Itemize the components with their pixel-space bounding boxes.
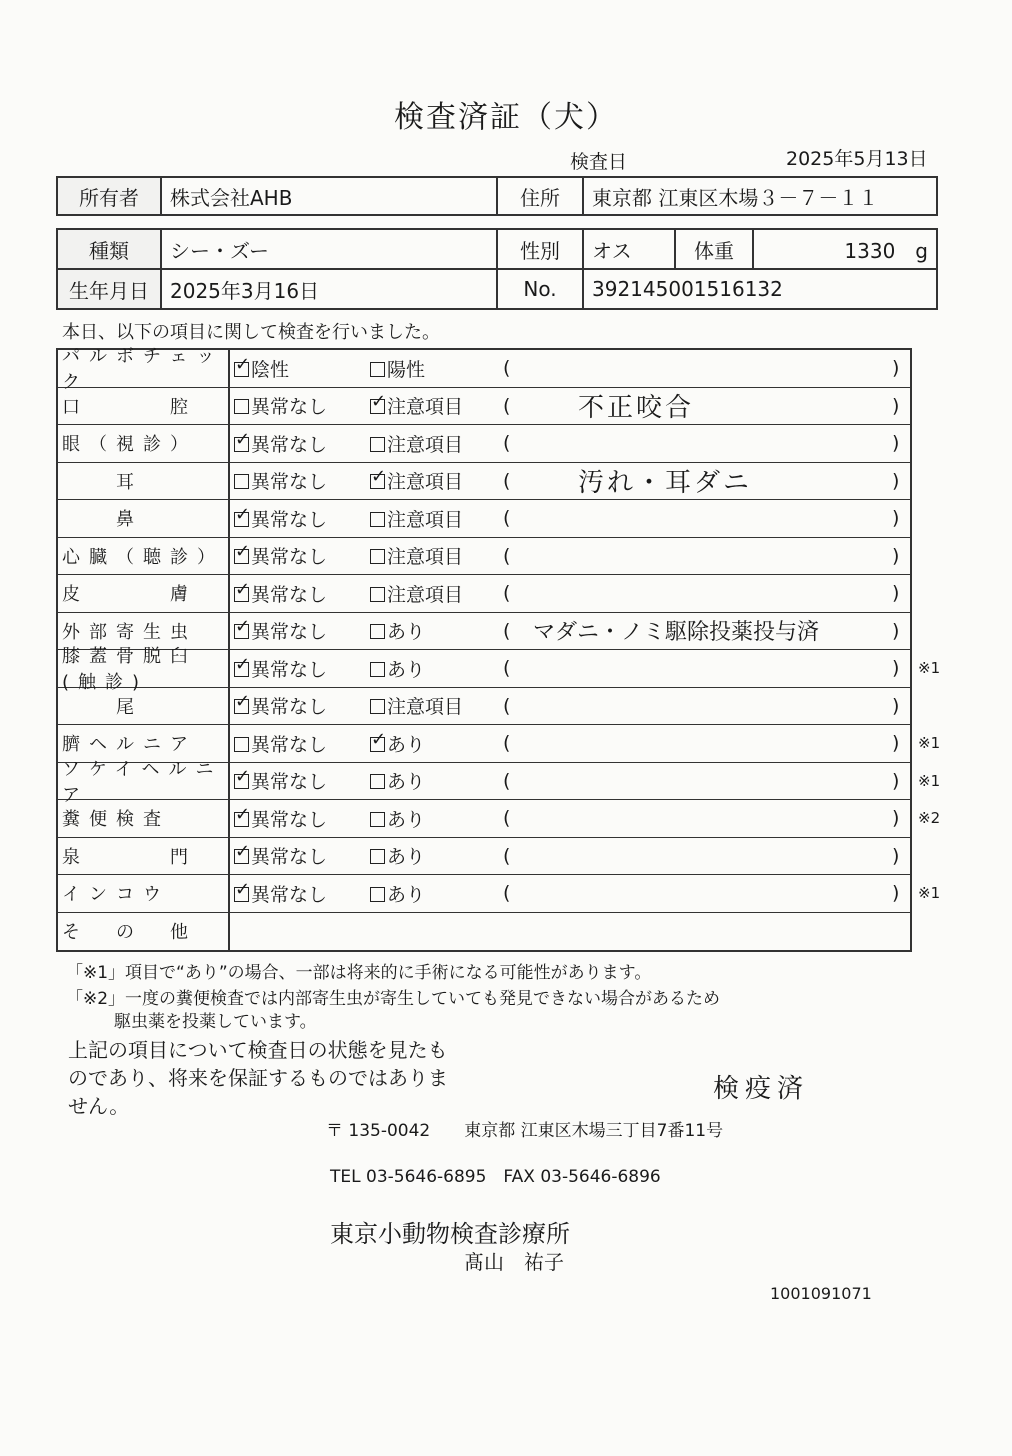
option-flag: [370, 500, 463, 537]
option-normal: [234, 425, 327, 462]
inspection-date: 2025年5月13日: [786, 148, 928, 170]
option-normal: [234, 575, 327, 612]
inspection-row: [58, 388, 912, 426]
owner-value: 株式会社AHB: [161, 177, 497, 215]
checkbox-icon[interactable]: [234, 549, 249, 564]
checkbox-icon[interactable]: [234, 587, 249, 602]
item-name: 皮 膚: [62, 584, 197, 606]
open-paren: (: [503, 394, 511, 417]
checkbox-icon[interactable]: [370, 849, 385, 864]
option-label: 異常なし: [251, 583, 328, 606]
weight-unit: g: [915, 238, 928, 263]
option-label: 注意項目: [387, 471, 464, 494]
option-label: 異常なし: [251, 771, 328, 794]
option-label: 異常なし: [251, 621, 328, 644]
close-paren: ): [892, 694, 900, 717]
option-flag: [370, 688, 463, 725]
open-paren: (: [503, 657, 511, 680]
footnote-1: 「※1」項目で“あり”の場合、一部は将来的に手術になる可能性があります。: [66, 963, 652, 983]
sex-value: オス: [583, 229, 675, 269]
column-divider: [228, 688, 230, 725]
close-paren: ): [892, 469, 900, 492]
checkbox-icon[interactable]: [234, 399, 249, 414]
option-flag: [370, 875, 425, 912]
inspection-row: [58, 538, 912, 576]
footnote-mark: ※1: [918, 884, 941, 903]
open-paren: (: [503, 844, 511, 867]
weight-value: 1330: [844, 238, 896, 263]
option-flag: [370, 388, 463, 425]
close-paren: ): [892, 882, 900, 905]
checkbox-icon[interactable]: [234, 849, 249, 864]
option-label: 異常なし: [251, 546, 328, 569]
inspection-row: [58, 646, 941, 694]
row-right-border: [910, 725, 912, 762]
inspection-grid: [56, 346, 941, 952]
inspection-row: [58, 800, 941, 838]
row-right-border: [910, 463, 912, 500]
item-name: インコウ: [62, 884, 170, 906]
item-name: ソケイヘルニア: [62, 758, 223, 806]
option-label: あり: [387, 883, 426, 906]
checkbox-icon[interactable]: [234, 662, 249, 677]
item-name: 膝蓋骨脱臼(触診): [62, 646, 197, 694]
open-paren: (: [503, 807, 511, 830]
open-paren: (: [503, 544, 511, 567]
row-right-border: [910, 425, 912, 462]
row-right-border: [910, 650, 912, 687]
owner-label: 所有者: [57, 177, 161, 215]
option-flag: [370, 350, 425, 387]
checkbox-icon[interactable]: [370, 774, 385, 789]
open-paren: (: [503, 582, 511, 605]
option-label: 異常なし: [251, 658, 328, 681]
checkbox-icon[interactable]: [234, 699, 249, 714]
checkbox-icon[interactable]: [370, 512, 385, 527]
close-paren: ): [892, 582, 900, 605]
close-paren: ): [892, 544, 900, 567]
option-normal: [234, 838, 327, 875]
row-right-border: [910, 838, 912, 875]
column-divider: [228, 875, 230, 912]
item-name: 泉 門: [62, 846, 197, 868]
breed-value: シー・ズー: [161, 229, 497, 269]
footnote-mark: ※2: [918, 809, 941, 828]
option-flag: [370, 575, 463, 612]
row-right-border: [910, 613, 912, 650]
inspection-row: [58, 913, 912, 950]
document-title: 検査済証（犬）: [394, 100, 618, 135]
item-name: 糞便検査: [62, 809, 170, 831]
option-normal: [234, 463, 327, 500]
clinic-phone: TEL 03-5646-6895 FAX 03-5646-6896: [330, 1167, 661, 1187]
checkbox-icon[interactable]: [370, 699, 385, 714]
item-name: 臍ヘルニア: [62, 734, 197, 756]
address-value: 東京都 江東区木場３－７－１１: [583, 177, 937, 215]
column-divider: [228, 350, 230, 387]
column-divider: [228, 538, 230, 575]
item-name: 耳: [62, 471, 143, 493]
open-paren: (: [503, 769, 511, 792]
inspection-row: [58, 575, 912, 613]
open-paren: (: [503, 732, 511, 755]
column-divider: [228, 913, 230, 950]
checkbox-icon[interactable]: [370, 737, 385, 752]
option-flag: [370, 538, 463, 575]
column-divider: [228, 575, 230, 612]
owner-table: [56, 176, 938, 216]
option-normal: [234, 538, 327, 575]
checkbox-icon[interactable]: [370, 887, 385, 902]
open-paren: (: [503, 469, 511, 492]
checkbox-icon[interactable]: [234, 624, 249, 639]
address-label: 住所: [497, 177, 583, 215]
option-flag: [370, 763, 425, 800]
item-name: 鼻: [62, 509, 143, 531]
row-right-border: [910, 388, 912, 425]
column-divider: [228, 650, 230, 687]
option-label: 異常なし: [251, 471, 328, 494]
column-divider: [228, 613, 230, 650]
footnote-2-line2: 駆虫薬を投薬しています。: [114, 1012, 317, 1032]
birthdate-label: 生年月日: [57, 269, 161, 309]
column-divider: [228, 425, 230, 462]
item-note: マダニ・ノミ駆除投薬投与済: [533, 620, 820, 646]
checkbox-icon[interactable]: [370, 812, 385, 827]
row-right-border: [910, 575, 912, 612]
close-paren: ): [892, 432, 900, 455]
close-paren: ): [892, 507, 900, 530]
row-right-border: [910, 875, 912, 912]
birthdate-value: 2025年3月16日: [161, 269, 497, 309]
option-normal: [234, 688, 327, 725]
inspection-row: [58, 838, 912, 876]
inspection-row: [58, 500, 912, 538]
close-paren: ): [892, 769, 900, 792]
checkbox-icon[interactable]: [234, 474, 249, 489]
open-paren: (: [503, 357, 511, 380]
item-name: 眼（視診）: [62, 434, 197, 456]
veterinarian-name: 髙山 祐子: [464, 1250, 564, 1274]
checkbox-icon[interactable]: [234, 812, 249, 827]
checkbox-icon[interactable]: [234, 737, 249, 752]
item-name: そ の 他: [62, 922, 197, 943]
option-label: あり: [387, 733, 426, 756]
checkbox-icon[interactable]: [370, 362, 385, 377]
option-label: 陰性: [251, 358, 290, 381]
column-divider: [228, 763, 230, 800]
item-name: 口 腔: [62, 396, 197, 418]
open-paren: (: [503, 432, 511, 455]
column-divider: [228, 838, 230, 875]
option-label: 異常なし: [251, 883, 328, 906]
clinic-address: 〒 135-0042 東京都 江東区木場三丁目7番11号: [326, 1121, 724, 1141]
open-paren: (: [503, 507, 511, 530]
option-flag: [370, 613, 425, 650]
option-label: 注意項目: [387, 508, 464, 531]
checkbox-icon[interactable]: [370, 399, 385, 414]
checkbox-icon[interactable]: [370, 437, 385, 452]
open-paren: (: [503, 694, 511, 717]
option-normal: [234, 388, 327, 425]
breed-label: 種類: [57, 229, 161, 269]
item-name: 心臓（聴診）: [62, 546, 224, 568]
option-label: 注意項目: [387, 396, 464, 419]
inspection-row: [58, 346, 912, 394]
option-label: 注意項目: [387, 433, 464, 456]
column-divider: [228, 725, 230, 762]
checkbox-icon[interactable]: [370, 474, 385, 489]
serial-number: 1001091071: [770, 1284, 872, 1303]
option-label: 異常なし: [251, 696, 328, 719]
pet-table: [56, 228, 938, 310]
close-paren: ): [892, 657, 900, 680]
close-paren: ): [892, 844, 900, 867]
checkbox-icon[interactable]: [234, 774, 249, 789]
option-normal: [234, 613, 327, 650]
footnote-mark: ※1: [918, 734, 941, 753]
option-label: 陽性: [387, 358, 426, 381]
number-label: No.: [497, 269, 583, 309]
row-right-border: [910, 500, 912, 537]
item-name: 外部寄生虫: [62, 621, 197, 643]
option-label: 異常なし: [251, 396, 328, 419]
sex-label: 性別: [497, 229, 583, 269]
close-paren: ): [892, 619, 900, 642]
option-label: 異常なし: [251, 433, 328, 456]
open-paren: (: [503, 619, 511, 642]
column-divider: [228, 463, 230, 500]
close-paren: ): [892, 732, 900, 755]
checkbox-icon[interactable]: [370, 624, 385, 639]
inspection-date-label: 検査日: [570, 151, 628, 173]
checkbox-icon[interactable]: [234, 437, 249, 452]
close-paren: ): [892, 394, 900, 417]
item-name: パルボチェック: [62, 346, 224, 394]
option-label: あり: [387, 771, 426, 794]
option-label: 異常なし: [251, 733, 328, 756]
inspection-row: [58, 875, 941, 913]
checkbox-icon[interactable]: [370, 662, 385, 677]
option-label: 異常なし: [251, 846, 328, 869]
clinic-name: 東京小動物検査診療所: [330, 1220, 570, 1248]
column-divider: [228, 388, 230, 425]
checkbox-icon[interactable]: [234, 887, 249, 902]
checkbox-icon[interactable]: [370, 587, 385, 602]
option-label: 異常なし: [251, 508, 328, 531]
quarantine-stamp: 検疫済: [713, 1074, 810, 1104]
option-label: 注意項目: [387, 546, 464, 569]
checkbox-icon[interactable]: [234, 512, 249, 527]
item-note: 汚れ・耳ダニ: [578, 468, 753, 499]
option-flag: [370, 650, 425, 687]
option-label: 注意項目: [387, 583, 464, 606]
footnote-mark: ※1: [918, 659, 941, 678]
column-divider: [228, 500, 230, 537]
option-label: あり: [387, 658, 426, 681]
checkbox-icon[interactable]: [234, 362, 249, 377]
item-note: 不正咬合: [578, 393, 695, 424]
option-flag: [370, 463, 463, 500]
option-label: あり: [387, 846, 426, 869]
option-flag: [370, 800, 425, 837]
option-normal: [234, 725, 327, 762]
intro-text: 本日、以下の項目に関して検査を行いました。: [62, 322, 440, 343]
option-normal: [234, 350, 289, 387]
inspection-row: [58, 758, 941, 806]
row-right-border: [910, 350, 912, 387]
checkbox-icon[interactable]: [370, 549, 385, 564]
option-normal: [234, 763, 327, 800]
option-normal: [234, 800, 327, 837]
column-divider: [228, 800, 230, 837]
row-right-border: [910, 800, 912, 837]
row-right-border: [910, 763, 912, 800]
option-label: あり: [387, 808, 426, 831]
row-right-border: [910, 538, 912, 575]
inspection-row: [58, 463, 912, 501]
option-normal: [234, 650, 327, 687]
item-name: 尾: [62, 696, 143, 718]
footnote-mark: ※1: [918, 771, 941, 790]
option-normal: [234, 875, 327, 912]
inspection-row: [58, 688, 912, 726]
option-flag: [370, 425, 463, 462]
footnote-2-line1: 「※2」一度の糞便検査では内部寄生虫が寄生していても発見できない場合があるため: [66, 989, 721, 1009]
option-normal: [234, 500, 327, 537]
close-paren: ): [892, 807, 900, 830]
open-paren: (: [503, 882, 511, 905]
row-right-border: [910, 688, 912, 725]
weight-label: 体重: [675, 229, 753, 269]
option-label: 異常なし: [251, 808, 328, 831]
close-paren: ): [892, 357, 900, 380]
option-flag: [370, 725, 425, 762]
disclaimer-statement: 上記の項目について検査日の状態を見たものであり、将来を保証するものではありません。: [68, 1038, 448, 1118]
option-label: あり: [387, 621, 426, 644]
option-label: 注意項目: [387, 696, 464, 719]
number-value: 392145001516132: [583, 269, 937, 309]
inspection-row: [58, 425, 912, 463]
row-right-border: [910, 913, 912, 950]
option-flag: [370, 838, 425, 875]
weight-cell: [753, 229, 937, 269]
